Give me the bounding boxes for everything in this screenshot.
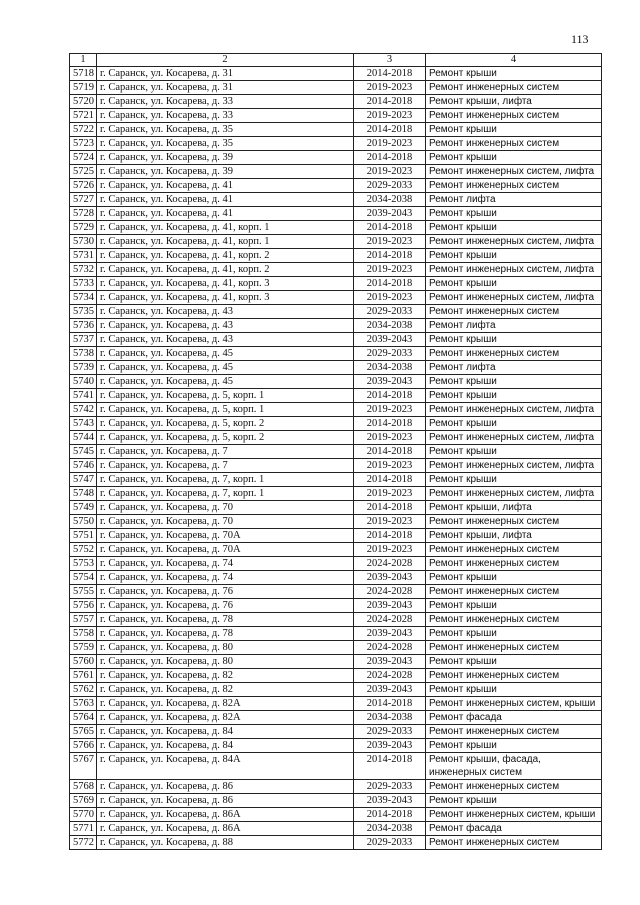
period-cell: 2014-2018 [354,417,426,431]
row-number: 5756 [70,599,97,613]
row-number: 5748 [70,487,97,501]
table-row [70,543,602,557]
period-cell: 2024-2028 [354,641,426,655]
table-row [70,459,602,473]
work-type-cell: Ремонт крыши [426,599,602,613]
row-number: 5727 [70,193,97,207]
table-row [70,711,602,725]
row-number: 5767 [70,753,97,780]
address-cell: г. Саранск, ул. Косарева, д. 41, корп. 2 [97,263,354,277]
period-cell: 2024-2028 [354,613,426,627]
work-type-cell: Ремонт крыши, лифта [426,529,602,543]
row-number: 5762 [70,683,97,697]
work-type-cell: Ремонт крыши [426,67,602,81]
work-type-cell: Ремонт крыши [426,123,602,137]
address-cell: г. Саранск, ул. Косарева, д. 35 [97,137,354,151]
period-cell: 2014-2018 [354,529,426,543]
period-cell: 2039-2043 [354,571,426,585]
work-type-cell: Ремонт крыши, лифта [426,95,602,109]
table-row [70,333,602,347]
address-cell: г. Саранск, ул. Косарева, д. 70 [97,501,354,515]
work-type-cell: Ремонт крыши [426,375,602,389]
table-row [70,291,602,305]
row-number: 5730 [70,235,97,249]
table-row [70,319,602,333]
work-type-cell: Ремонт крыши [426,151,602,165]
row-number: 5744 [70,431,97,445]
table-row [70,263,602,277]
address-cell: г. Саранск, ул. Косарева, д. 88 [97,836,354,850]
work-type-cell: Ремонт инженерных систем [426,725,602,739]
address-cell: г. Саранск, ул. Косарева, д. 74 [97,571,354,585]
address-cell: г. Саранск, ул. Косарева, д. 5, корп. 1 [97,389,354,403]
period-cell: 2039-2043 [354,683,426,697]
period-cell: 2034-2038 [354,361,426,375]
work-type-cell: Ремонт инженерных систем [426,305,602,319]
row-number: 5746 [70,459,97,473]
address-cell: г. Саранск, ул. Косарева, д. 43 [97,305,354,319]
row-number: 5750 [70,515,97,529]
period-cell: 2019-2023 [354,165,426,179]
period-cell: 2019-2023 [354,459,426,473]
period-cell: 2024-2028 [354,557,426,571]
period-cell: 2019-2023 [354,487,426,501]
work-type-cell: Ремонт крыши [426,417,602,431]
address-cell: г. Саранск, ул. Косарева, д. 39 [97,151,354,165]
address-cell: г. Саранск, ул. Косарева, д. 80 [97,641,354,655]
work-type-cell: Ремонт инженерных систем [426,641,602,655]
address-cell: г. Саранск, ул. Косарева, д. 33 [97,109,354,123]
column-header-3: 3 [354,54,426,67]
address-cell: г. Саранск, ул. Косарева, д. 41, корп. 3 [97,277,354,291]
row-number: 5736 [70,319,97,333]
address-cell: г. Саранск, ул. Косарева, д. 5, корп. 2 [97,431,354,445]
address-cell: г. Саранск, ул. Косарева, д. 43 [97,319,354,333]
row-number: 5719 [70,81,97,95]
period-cell: 2019-2023 [354,109,426,123]
address-cell: г. Саранск, ул. Косарева, д. 80 [97,655,354,669]
address-cell: г. Саранск, ул. Косарева, д. 35 [97,123,354,137]
row-number: 5741 [70,389,97,403]
table-row [70,655,602,669]
table-row [70,249,602,263]
address-cell: г. Саранск, ул. Косарева, д. 33 [97,95,354,109]
row-number: 5758 [70,627,97,641]
period-cell: 2039-2043 [354,207,426,221]
table-row [70,627,602,641]
period-cell: 2039-2043 [354,655,426,669]
period-cell: 2014-2018 [354,445,426,459]
row-number: 5751 [70,529,97,543]
address-cell: г. Саранск, ул. Косарева, д. 78 [97,627,354,641]
row-number: 5724 [70,151,97,165]
row-number: 5729 [70,221,97,235]
row-number: 5720 [70,95,97,109]
period-cell: 2014-2018 [354,123,426,137]
address-cell: г. Саранск, ул. Косарева, д. 82А [97,711,354,725]
table-row [70,473,602,487]
address-cell: г. Саранск, ул. Косарева, д. 74 [97,557,354,571]
address-cell: г. Саранск, ул. Косарева, д. 86А [97,822,354,836]
work-type-cell: Ремонт инженерных систем [426,780,602,794]
row-number: 5745 [70,445,97,459]
period-cell: 2029-2033 [354,836,426,850]
address-cell: г. Саранск, ул. Косарева, д. 41 [97,193,354,207]
row-number: 5733 [70,277,97,291]
work-type-cell: Ремонт инженерных систем, лифта [426,431,602,445]
period-cell: 2039-2043 [354,375,426,389]
row-number: 5728 [70,207,97,221]
period-cell: 2014-2018 [354,249,426,263]
address-cell: г. Саранск, ул. Косарева, д. 86А [97,808,354,822]
row-number: 5734 [70,291,97,305]
work-type-cell: Ремонт инженерных систем [426,585,602,599]
work-type-cell: Ремонт инженерных систем [426,613,602,627]
row-number: 5765 [70,725,97,739]
period-cell: 2039-2043 [354,794,426,808]
period-cell: 2034-2038 [354,711,426,725]
work-type-cell: Ремонт фасада [426,711,602,725]
row-number: 5761 [70,669,97,683]
work-type-cell: Ремонт инженерных систем [426,557,602,571]
work-type-cell: Ремонт инженерных систем [426,347,602,361]
row-number: 5753 [70,557,97,571]
row-number: 5738 [70,347,97,361]
period-cell: 2029-2033 [354,725,426,739]
period-cell: 2014-2018 [354,808,426,822]
row-number: 5722 [70,123,97,137]
table-row [70,571,602,585]
table-row [70,221,602,235]
work-type-cell: Ремонт инженерных систем, лифта [426,459,602,473]
table-row [70,207,602,221]
period-cell: 2014-2018 [354,221,426,235]
address-cell: г. Саранск, ул. Косарева, д. 84 [97,739,354,753]
period-cell: 2039-2043 [354,627,426,641]
row-number: 5757 [70,613,97,627]
address-cell: г. Саранск, ул. Косарева, д. 41, корп. 2 [97,249,354,263]
period-cell: 2014-2018 [354,501,426,515]
repair-schedule-table [69,53,602,850]
row-number: 5737 [70,333,97,347]
address-cell: г. Саранск, ул. Косарева, д. 45 [97,375,354,389]
table-row [70,389,602,403]
work-type-cell: Ремонт крыши [426,683,602,697]
work-type-cell: Ремонт инженерных систем [426,137,602,151]
work-type-cell: Ремонт крыши, фасада, инженерных систем [426,753,602,780]
row-number: 5735 [70,305,97,319]
address-cell: г. Саранск, ул. Косарева, д. 86 [97,794,354,808]
period-cell: 2029-2033 [354,347,426,361]
address-cell: г. Саранск, ул. Косарева, д. 31 [97,67,354,81]
address-cell: г. Саранск, ул. Косарева, д. 70А [97,543,354,557]
address-cell: г. Саранск, ул. Косарева, д. 7, корп. 1 [97,473,354,487]
work-type-cell: Ремонт крыши [426,333,602,347]
table-row [70,431,602,445]
table-row [70,794,602,808]
work-type-cell: Ремонт лифта [426,193,602,207]
row-number: 5726 [70,179,97,193]
header-row [70,54,602,67]
period-cell: 2014-2018 [354,473,426,487]
table-row [70,179,602,193]
address-cell: г. Саранск, ул. Косарева, д. 41, корп. 1 [97,235,354,249]
table-row [70,501,602,515]
table-row [70,683,602,697]
work-type-cell: Ремонт инженерных систем, крыши [426,697,602,711]
work-type-cell: Ремонт крыши [426,627,602,641]
table-row [70,375,602,389]
work-type-cell: Ремонт крыши [426,221,602,235]
period-cell: 2039-2043 [354,739,426,753]
work-type-cell: Ремонт инженерных систем [426,836,602,850]
address-cell: г. Саранск, ул. Косарева, д. 82А [97,697,354,711]
table-body [70,67,602,850]
table-row [70,361,602,375]
work-type-cell: Ремонт инженерных систем [426,669,602,683]
period-cell: 2034-2038 [354,319,426,333]
address-cell: г. Саранск, ул. Косарева, д. 41 [97,207,354,221]
row-number: 5754 [70,571,97,585]
table-row [70,697,602,711]
work-type-cell: Ремонт лифта [426,361,602,375]
work-type-cell: Ремонт инженерных систем, лифта [426,487,602,501]
work-type-cell: Ремонт инженерных систем, лифта [426,263,602,277]
table-row [70,123,602,137]
work-type-cell: Ремонт крыши, лифта [426,501,602,515]
row-number: 5747 [70,473,97,487]
address-cell: г. Саранск, ул. Косарева, д. 76 [97,585,354,599]
period-cell: 2024-2028 [354,585,426,599]
period-cell: 2019-2023 [354,403,426,417]
period-cell: 2019-2023 [354,81,426,95]
row-number: 5723 [70,137,97,151]
column-header-1: 1 [70,54,97,67]
row-number: 5749 [70,501,97,515]
table-row [70,669,602,683]
work-type-cell: Ремонт инженерных систем [426,81,602,95]
table-row [70,109,602,123]
address-cell: г. Саранск, ул. Косарева, д. 78 [97,613,354,627]
column-header-2: 2 [97,54,354,67]
period-cell: 2014-2018 [354,277,426,291]
period-cell: 2014-2018 [354,389,426,403]
period-cell: 2019-2023 [354,431,426,445]
address-cell: г. Саранск, ул. Косарева, д. 70 [97,515,354,529]
address-cell: г. Саранск, ул. Косарева, д. 41 [97,179,354,193]
table-row [70,808,602,822]
table-row [70,557,602,571]
row-number: 5718 [70,67,97,81]
row-number: 5764 [70,711,97,725]
row-number: 5772 [70,836,97,850]
work-type-cell: Ремонт крыши [426,473,602,487]
table-row [70,585,602,599]
table-row [70,445,602,459]
row-number: 5742 [70,403,97,417]
work-type-cell: Ремонт инженерных систем, лифта [426,235,602,249]
work-type-cell: Ремонт инженерных систем [426,109,602,123]
table-row [70,836,602,850]
address-cell: г. Саранск, ул. Косарева, д. 41, корп. 1 [97,221,354,235]
period-cell: 2029-2033 [354,179,426,193]
address-cell: г. Саранск, ул. Косарева, д. 39 [97,165,354,179]
period-cell: 2029-2033 [354,780,426,794]
period-cell: 2014-2018 [354,697,426,711]
address-cell: г. Саранск, ул. Косарева, д. 82 [97,669,354,683]
row-number: 5752 [70,543,97,557]
table-row [70,235,602,249]
row-number: 5725 [70,165,97,179]
period-cell: 2014-2018 [354,67,426,81]
address-cell: г. Саранск, ул. Косарева, д. 76 [97,599,354,613]
address-cell: г. Саранск, ул. Косарева, д. 5, корп. 2 [97,417,354,431]
address-cell: г. Саранск, ул. Косарева, д. 43 [97,333,354,347]
work-type-cell: Ремонт крыши [426,207,602,221]
table-row [70,739,602,753]
table-row [70,305,602,319]
table-row [70,95,602,109]
work-type-cell: Ремонт крыши [426,277,602,291]
address-cell: г. Саранск, ул. Косарева, д. 82 [97,683,354,697]
work-type-cell: Ремонт инженерных систем [426,543,602,557]
period-cell: 2019-2023 [354,137,426,151]
address-cell: г. Саранск, ул. Косарева, д. 84А [97,753,354,780]
table-row [70,599,602,613]
table-row [70,753,602,780]
table-row [70,822,602,836]
table-row [70,151,602,165]
row-number: 5721 [70,109,97,123]
work-type-cell: Ремонт крыши [426,739,602,753]
period-cell: 2019-2023 [354,543,426,557]
row-number: 5732 [70,263,97,277]
address-cell: г. Саранск, ул. Косарева, д. 45 [97,347,354,361]
row-number: 5770 [70,808,97,822]
table-row [70,277,602,291]
work-type-cell: Ремонт крыши [426,655,602,669]
address-cell: г. Саранск, ул. Косарева, д. 41, корп. 3 [97,291,354,305]
row-number: 5766 [70,739,97,753]
row-number: 5769 [70,794,97,808]
address-cell: г. Саранск, ул. Косарева, д. 70А [97,529,354,543]
address-cell: г. Саранск, ул. Косарева, д. 31 [97,81,354,95]
row-number: 5768 [70,780,97,794]
period-cell: 2019-2023 [354,515,426,529]
work-type-cell: Ремонт крыши [426,794,602,808]
row-number: 5759 [70,641,97,655]
work-type-cell: Ремонт инженерных систем [426,515,602,529]
address-cell: г. Саранск, ул. Косарева, д. 84 [97,725,354,739]
row-number: 5731 [70,249,97,263]
address-cell: г. Саранск, ул. Косарева, д. 5, корп. 1 [97,403,354,417]
period-cell: 2034-2038 [354,193,426,207]
address-cell: г. Саранск, ул. Косарева, д. 7 [97,445,354,459]
table-row [70,165,602,179]
period-cell: 2019-2023 [354,263,426,277]
period-cell: 2019-2023 [354,291,426,305]
period-cell: 2014-2018 [354,151,426,165]
column-header-4: 4 [426,54,602,67]
table-row [70,487,602,501]
period-cell: 2039-2043 [354,599,426,613]
period-cell: 2024-2028 [354,669,426,683]
row-number: 5763 [70,697,97,711]
work-type-cell: Ремонт крыши [426,389,602,403]
table-row [70,529,602,543]
period-cell: 2029-2033 [354,305,426,319]
work-type-cell: Ремонт инженерных систем, лифта [426,291,602,305]
period-cell: 2039-2043 [354,333,426,347]
period-cell: 2034-2038 [354,822,426,836]
row-number: 5740 [70,375,97,389]
table-row [70,780,602,794]
work-type-cell: Ремонт инженерных систем, крыши [426,808,602,822]
work-type-cell: Ремонт фасада [426,822,602,836]
period-cell: 2014-2018 [354,95,426,109]
address-cell: г. Саранск, ул. Косарева, д. 86 [97,780,354,794]
work-type-cell: Ремонт крыши [426,249,602,263]
table-row [70,725,602,739]
work-type-cell: Ремонт инженерных систем, лифта [426,165,602,179]
row-number: 5771 [70,822,97,836]
row-number: 5743 [70,417,97,431]
address-cell: г. Саранск, ул. Косарева, д. 7, корп. 1 [97,487,354,501]
address-cell: г. Саранск, ул. Косарева, д. 7 [97,459,354,473]
table-row [70,613,602,627]
table-row [70,403,602,417]
work-type-cell: Ремонт лифта [426,319,602,333]
work-type-cell: Ремонт крыши [426,571,602,585]
row-number: 5739 [70,361,97,375]
address-cell: г. Саранск, ул. Косарева, д. 45 [97,361,354,375]
work-type-cell: Ремонт инженерных систем [426,179,602,193]
period-cell: 2014-2018 [354,753,426,780]
table-row [70,81,602,95]
table-row [70,193,602,207]
table-row [70,347,602,361]
row-number: 5755 [70,585,97,599]
row-number: 5760 [70,655,97,669]
table-row [70,417,602,431]
table-row [70,137,602,151]
work-type-cell: Ремонт крыши [426,445,602,459]
period-cell: 2019-2023 [354,235,426,249]
work-type-cell: Ремонт инженерных систем, лифта [426,403,602,417]
table-row [70,515,602,529]
table-row [70,641,602,655]
page-number: 113 [571,32,589,46]
table-row [70,67,602,81]
